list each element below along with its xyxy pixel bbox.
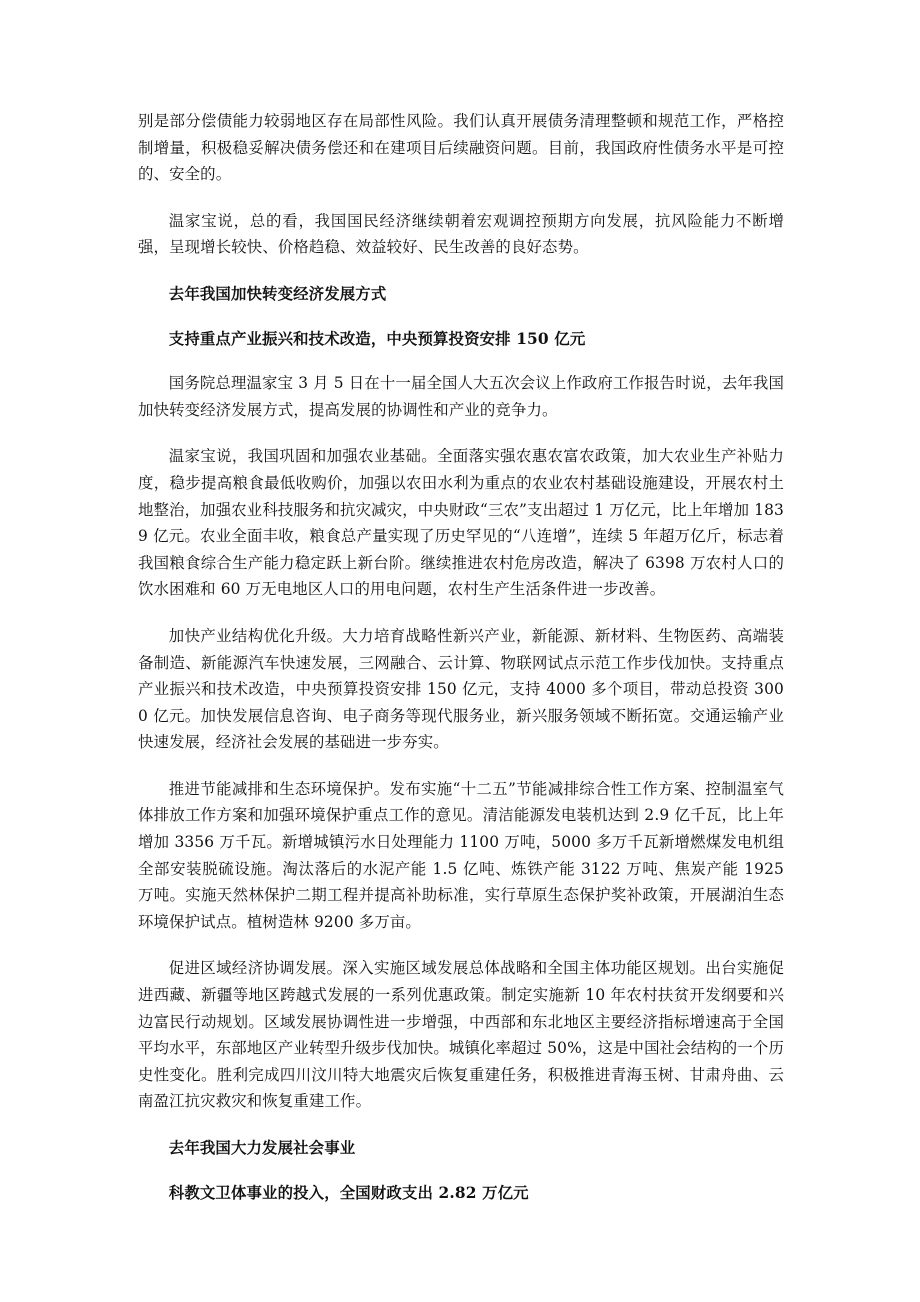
paragraph-economy-summary: 温家宝说，总的看，我国国民经济继续朝着宏观调控预期方向发展，抗风险能力不断增强，呈现增长较快、价格趋稳、效益较好、民生改善的良好态势。: [138, 211, 784, 257]
section-heading-economic-transformation: 去年我国加快转变经济发展方式: [168, 284, 387, 303]
subheading-industry-investment: 支持重点产业振兴和技术改造，中央预算投资安排 150 亿元: [168, 329, 586, 348]
paragraph-government-report: 国务院总理温家宝 3 月 5 日在十一届全国人大五次会议上作政府工作报告时说，去年我国加快转变经济发展方式，提高发展的协调性和产业的竞争力。: [138, 374, 784, 419]
subheading-fiscal-expenditure: 科教文卫体事业的投入，全国财政支出 2.82 万亿元: [168, 1183, 529, 1202]
paragraph-regional-development: 促进区域经济协调发展。深入实施区域发展总体战略和全国主体功能区规划。出台实施促进西藏、新疆等地区跨越式发展的一系列优惠政策。制定实施新 10 年农村扶贫开发纲要和兴边富民行动规划。区域发展协调性进一步增强，中西部和东北地区主要经济指标增速高于全国平均水平，东部地区产业转型升级步伐加快。城镇化率超过 50%，这是中国社会结构的一个历史性变化。胜利完成四川汶川特大地震灾后恢复重建任务，积极推进青海玉树、甘肃舟曲、云南盈江抗灾救灾和恢复重建工作。: [138, 959, 784, 1111]
paragraph-debt-risk: 别是部分偿债能力较弱地区存在局部性风险。我们认真开展债务清理整顿和规范工作，严格控制增量，积极稳妥解决债务偿还和在建项目后续融资问题。目前，我国政府性债务水平是可控的、安全的。: [138, 112, 784, 184]
paragraph-energy-environment: 推进节能减排和生态环境保护。发布实施“十二五”节能减排综合性工作方案、控制温室气体排放工作方案和加强环境保护重点工作的意见。清洁能源发电装机达到 2.9 亿千瓦，比上年增加 3356 万千瓦。新增城镇污水日处理能力 1100 万吨，5000 多万千瓦新增燃煤发电机组全部安装脱硫设施。淘汰落后的水泥产能 1.5 亿吨、炼铁产能 3122 万吨、焦炭产能 1925 万吨。实施天然林保护二期工程并提高补助标准，实行草原生态保护奖补政策，开展湖泊生态环境保护试点。植树造林 9200 多万亩。: [138, 779, 784, 931]
document-body: [138, 108, 784, 1224]
paragraph-industrial-structure: 加快产业结构优化升级。大力培育战略性新兴产业，新能源、新材料、生物医药、高端装备制造、新能源汽车快速发展，三网融合、云计算、物联网试点示范工作步伐加快。支持重点产业振兴和技术改造，中央预算投资安排 150 亿元，支持 4000 多个项目，带动总投资 3000 亿元。加快发展信息咨询、电子商务等现代服务业，新兴服务领域不断拓宽。交通运输产业快速发展，经济社会发展的基础进一步夯实。: [138, 626, 784, 752]
section-heading-social-undertakings: 去年我国大力发展社会事业: [168, 1139, 356, 1157]
paragraph-agriculture: 温家宝说，我国巩固和加强农业基础。全面落实强农惠农富农政策，加大农业生产补贴力度，稳步提高粮食最低收购价，加强以农田水利为重点的农业农村基础设施建设，开展农村土地整治，加强农业科技服务和抗灾减灾，中央财政“三农”支出超过 1 万亿元，比上年增加 1839 亿元。农业全面丰收，粮食总产量实现了历史罕见的“八连增”，连续 5 年超万亿斤，标志着我国粮食综合生产能力稳定跃上新台阶。继续推进农村危房改造，解决了 6398 万农村人口的饮水困难和 60 万无电地区人口的用电问题，农村生产生活条件进一步改善。: [138, 447, 784, 599]
